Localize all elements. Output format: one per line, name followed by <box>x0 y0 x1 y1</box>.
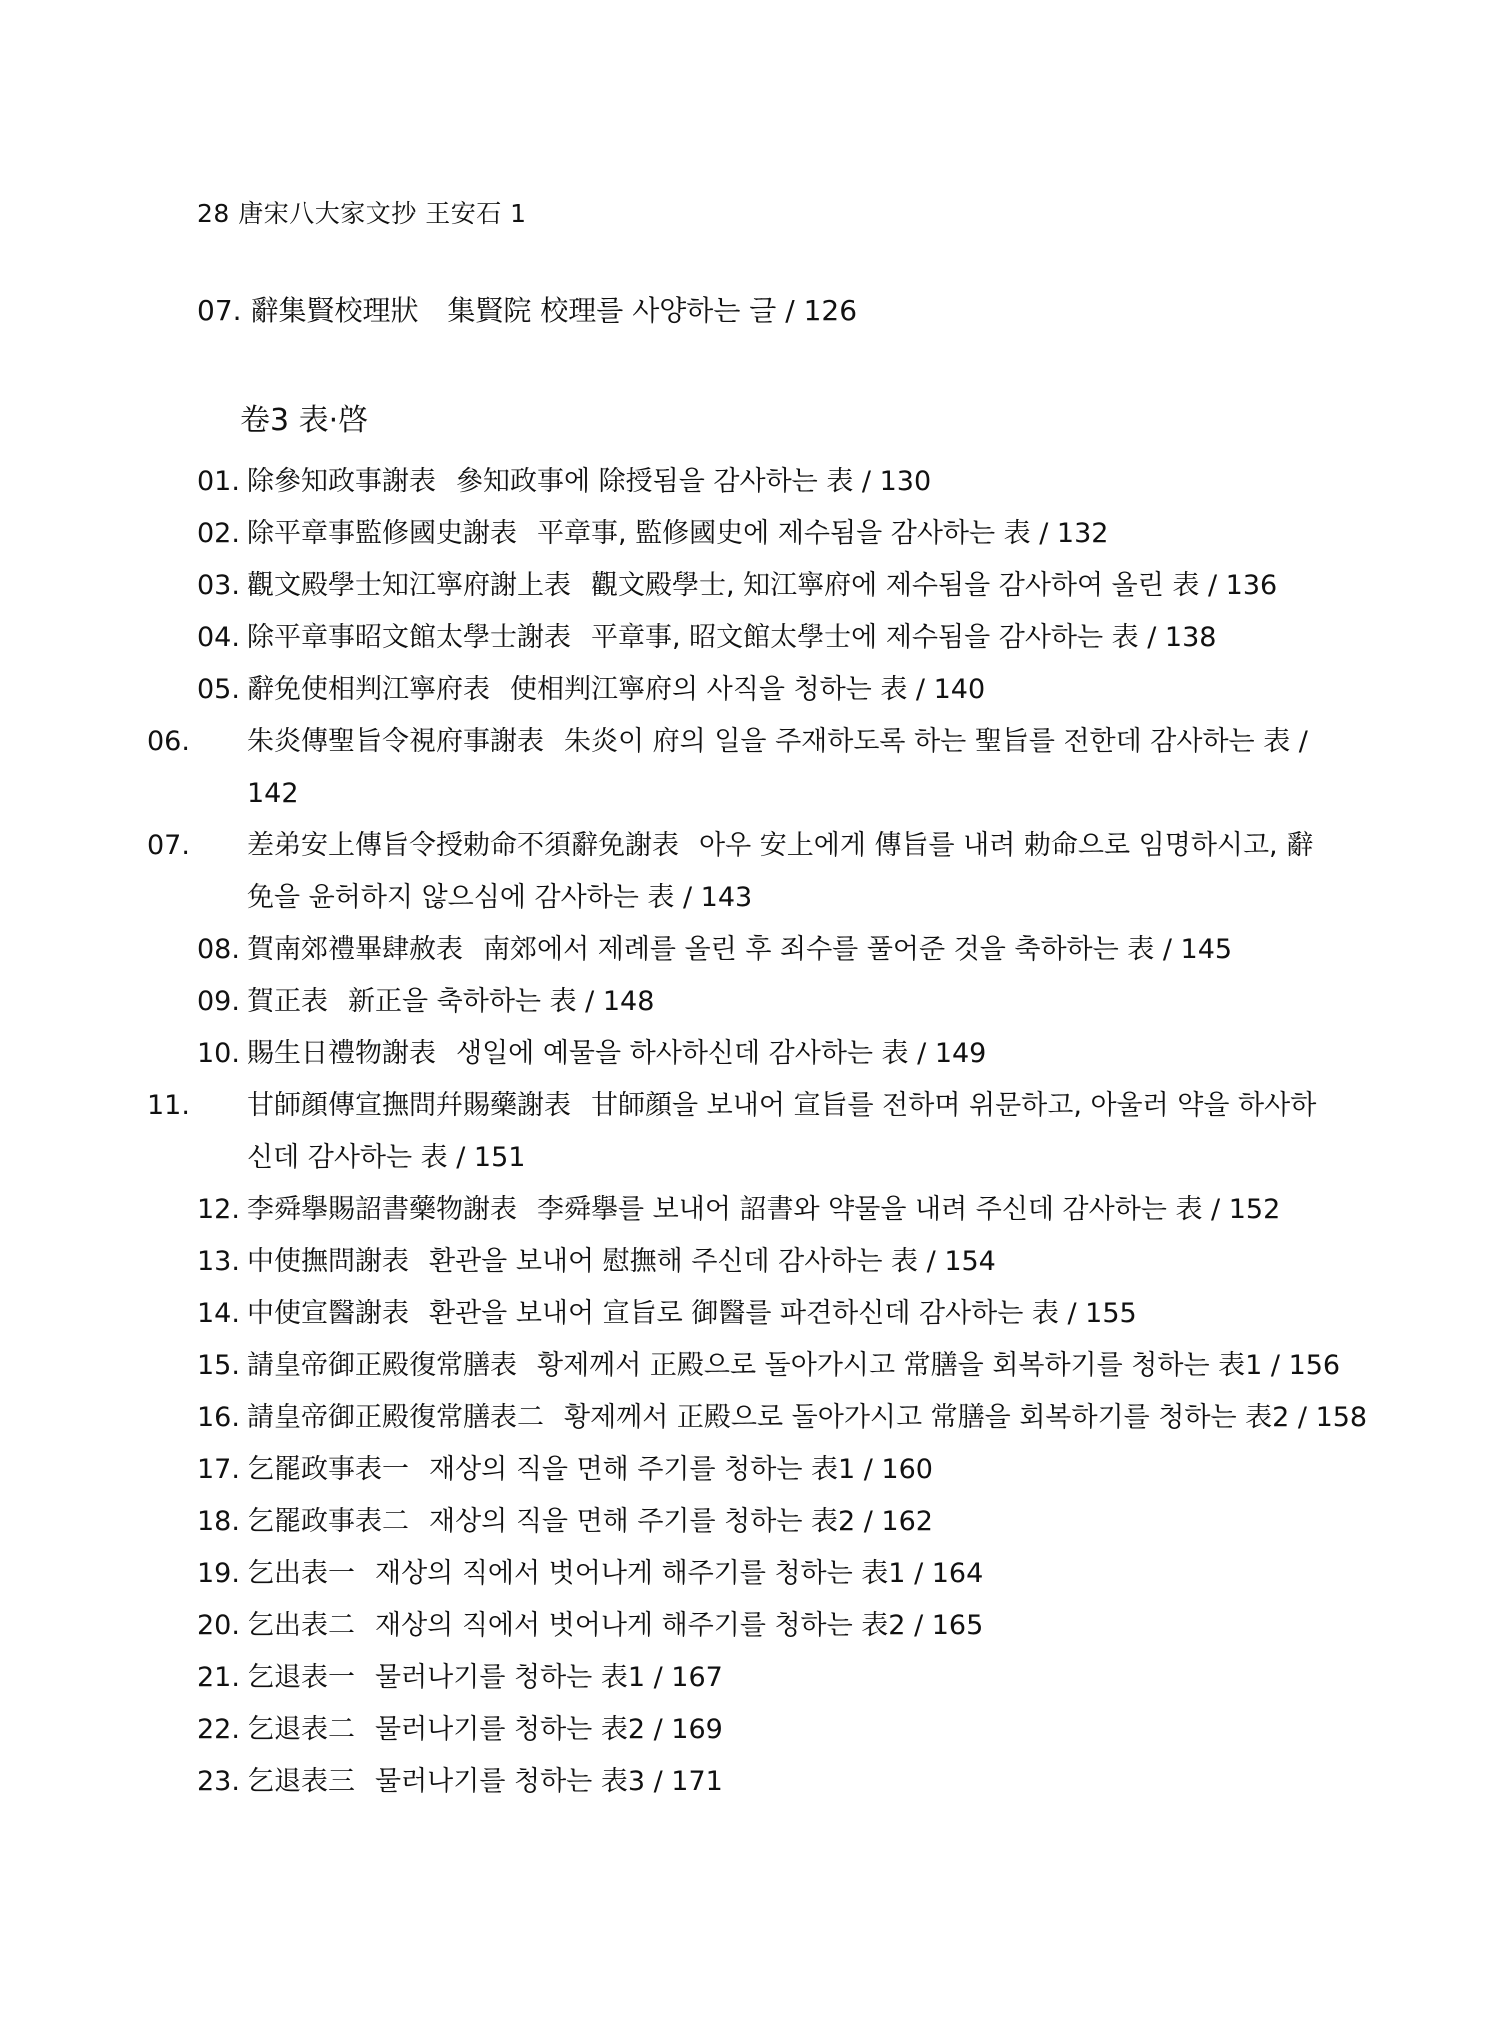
toc-entry <box>197 1392 1368 1444</box>
entry-description: 물러나기를 청하는 表1 / 167 <box>375 1662 723 1693</box>
entry-description: 平章事, 監修國史에 제수됨을 감사하는 表 / 132 <box>537 518 1109 549</box>
entry-number: 13. <box>197 1246 240 1277</box>
entry-title: 中使撫問謝表 <box>247 1246 409 1277</box>
entry-number: 01. <box>197 466 240 497</box>
entry-number: 11. <box>147 1090 190 1121</box>
entry-number: 03. <box>197 570 240 601</box>
entry-description: 李舜擧를 보내어 詔書와 약물을 내려 주신데 감사하는 表 / 152 <box>537 1194 1281 1225</box>
entry-number: 16. <box>197 1402 240 1433</box>
entry-number: 17. <box>197 1454 240 1485</box>
entry-description: 新正을 축하하는 表 / 148 <box>348 986 655 1017</box>
entry-description: 재상의 직을 면해 주기를 청하는 表2 / 162 <box>429 1506 933 1537</box>
entry-description: 觀文殿學士, 知江寧府에 제수됨을 감사하여 올린 表 / 136 <box>591 570 1278 601</box>
toc-entry <box>197 1496 1317 1548</box>
toc-entry <box>197 612 1317 664</box>
toc-entry-intro <box>197 289 857 329</box>
entry-number: 02. <box>197 518 240 549</box>
entry-title: 賀正表 <box>247 986 328 1017</box>
entry-description: 황제께서 正殿으로 돌아가시고 常膳을 회복하기를 청하는 表2 / 158 <box>564 1402 1368 1433</box>
entry-title: 乞出表二 <box>247 1610 355 1641</box>
entry-number: 09. <box>197 986 240 1017</box>
entry-title: 乞退表二 <box>247 1714 355 1745</box>
entry-number: 07. <box>197 294 242 327</box>
toc-entry <box>197 924 1317 976</box>
entry-title: 乞退表三 <box>247 1766 355 1797</box>
entry-number: 05. <box>197 674 240 705</box>
entry-number: 21. <box>197 1662 240 1693</box>
entry-description: 甘師顔을 보내어 宣旨를 전하며 위문하고, 아울러 약을 하사하신데 감사하는 表 / 151 <box>247 1090 1317 1173</box>
entry-number: 08. <box>197 934 240 965</box>
entry-number: 06. <box>147 726 190 757</box>
entry-title: 除平章事昭文館太學士謝表 <box>247 622 571 653</box>
toc-entry <box>197 1704 1317 1756</box>
toc-entry <box>197 1444 1317 1496</box>
entry-number: 07. <box>147 830 190 861</box>
entry-title: 請皇帝御正殿復常膳表 <box>247 1350 517 1381</box>
toc-entry <box>197 1548 1317 1600</box>
entry-description: 재상의 직에서 벗어나게 해주기를 청하는 表2 / 165 <box>375 1610 984 1641</box>
entry-description: 환관을 보내어 宣旨로 御醫를 파견하신데 감사하는 表 / 155 <box>429 1298 1137 1329</box>
entry-title: 辭集賢校理狀 <box>250 294 419 327</box>
toc-entry <box>147 1080 1317 1184</box>
entry-title: 除平章事監修國史謝表 <box>247 518 517 549</box>
running-header: 28 唐宋八大家文抄 王安石 1 <box>197 199 527 228</box>
entry-title: 觀文殿學士知江寧府謝上表 <box>247 570 571 601</box>
entry-description: 南郊에서 제례를 올린 후 죄수를 풀어준 것을 축하하는 表 / 145 <box>483 934 1233 965</box>
toc-entry <box>197 560 1317 612</box>
entry-description: 集賢院 校理를 사양하는 글 / 126 <box>447 294 858 327</box>
entry-number: 15. <box>197 1350 240 1381</box>
entry-description: 朱炎이 府의 일을 주재하도록 하는 聖旨를 전한데 감사하는 表 / 142 <box>247 726 1308 809</box>
entry-number: 18. <box>197 1506 240 1537</box>
entry-number: 20. <box>197 1610 240 1641</box>
toc-entry <box>147 820 1317 924</box>
entry-description: 물러나기를 청하는 表3 / 171 <box>375 1766 723 1797</box>
toc-entry <box>197 1184 1317 1236</box>
entry-title: 辭免使相判江寧府表 <box>247 674 490 705</box>
toc-entry <box>197 1600 1317 1652</box>
entry-title: 差弟安上傳旨令授勅命不須辭免謝表 <box>247 830 679 861</box>
entry-title: 賜生日禮物謝表 <box>247 1038 436 1069</box>
entry-number: 19. <box>197 1558 240 1589</box>
entry-description: 參知政事에 除授됨을 감사하는 表 / 130 <box>456 466 932 497</box>
entry-description: 환관을 보내어 慰撫해 주신데 감사하는 表 / 154 <box>429 1246 996 1277</box>
entry-number: 23. <box>197 1766 240 1797</box>
toc-entry <box>197 976 1317 1028</box>
entry-title: 乞出表一 <box>247 1558 355 1589</box>
entry-title: 乞罷政事表二 <box>247 1506 409 1537</box>
entry-title: 朱炎傳聖旨令視府事謝表 <box>247 726 544 757</box>
entry-title: 甘師顔傳宣撫問幷賜藥謝表 <box>247 1090 571 1121</box>
toc-entry <box>197 1236 1317 1288</box>
entry-number: 12. <box>197 1194 240 1225</box>
entry-title: 賀南郊禮畢肆赦表 <box>247 934 463 965</box>
entry-title: 請皇帝御正殿復常膳表二 <box>247 1402 544 1433</box>
toc-entry <box>197 1288 1317 1340</box>
toc-list <box>147 456 1368 1808</box>
entry-description: 平章事, 昭文館太學士에 제수됨을 감사하는 表 / 138 <box>591 622 1217 653</box>
toc-entry <box>197 664 1317 716</box>
entry-title: 乞退表一 <box>247 1662 355 1693</box>
toc-entry <box>197 1028 1317 1080</box>
entry-description: 물러나기를 청하는 表2 / 169 <box>375 1714 723 1745</box>
entry-title: 除參知政事謝表 <box>247 466 436 497</box>
toc-entry <box>197 456 1317 508</box>
entry-description: 재상의 직을 면해 주기를 청하는 表1 / 160 <box>429 1454 933 1485</box>
entry-description: 재상의 직에서 벗어나게 해주기를 청하는 表1 / 164 <box>375 1558 984 1589</box>
toc-entry <box>197 1340 1341 1392</box>
section-heading: 卷3 表·啓 <box>240 403 369 438</box>
entry-title: 中使宣醫謝表 <box>247 1298 409 1329</box>
entry-description: 황제께서 正殿으로 돌아가시고 常膳을 회복하기를 청하는 表1 / 156 <box>537 1350 1341 1381</box>
entry-number: 14. <box>197 1298 240 1329</box>
entry-description: 아우 安上에게 傳旨를 내려 勅命으로 임명하시고, 辭免을 윤허하지 않으심에 감사하는 表 / 143 <box>247 830 1314 913</box>
entry-description: 使相判江寧府의 사직을 청하는 表 / 140 <box>510 674 986 705</box>
toc-entry <box>147 716 1317 820</box>
entry-description: 생일에 예물을 하사하신데 감사하는 表 / 149 <box>456 1038 987 1069</box>
entry-title: 李舜擧賜詔書藥物謝表 <box>247 1194 517 1225</box>
toc-entry <box>197 1652 1317 1704</box>
entry-title: 乞罷政事表一 <box>247 1454 409 1485</box>
entry-number: 04. <box>197 622 240 653</box>
entry-number: 22. <box>197 1714 240 1745</box>
toc-entry <box>197 1756 1317 1808</box>
toc-entry <box>197 508 1317 560</box>
entry-number: 10. <box>197 1038 240 1069</box>
